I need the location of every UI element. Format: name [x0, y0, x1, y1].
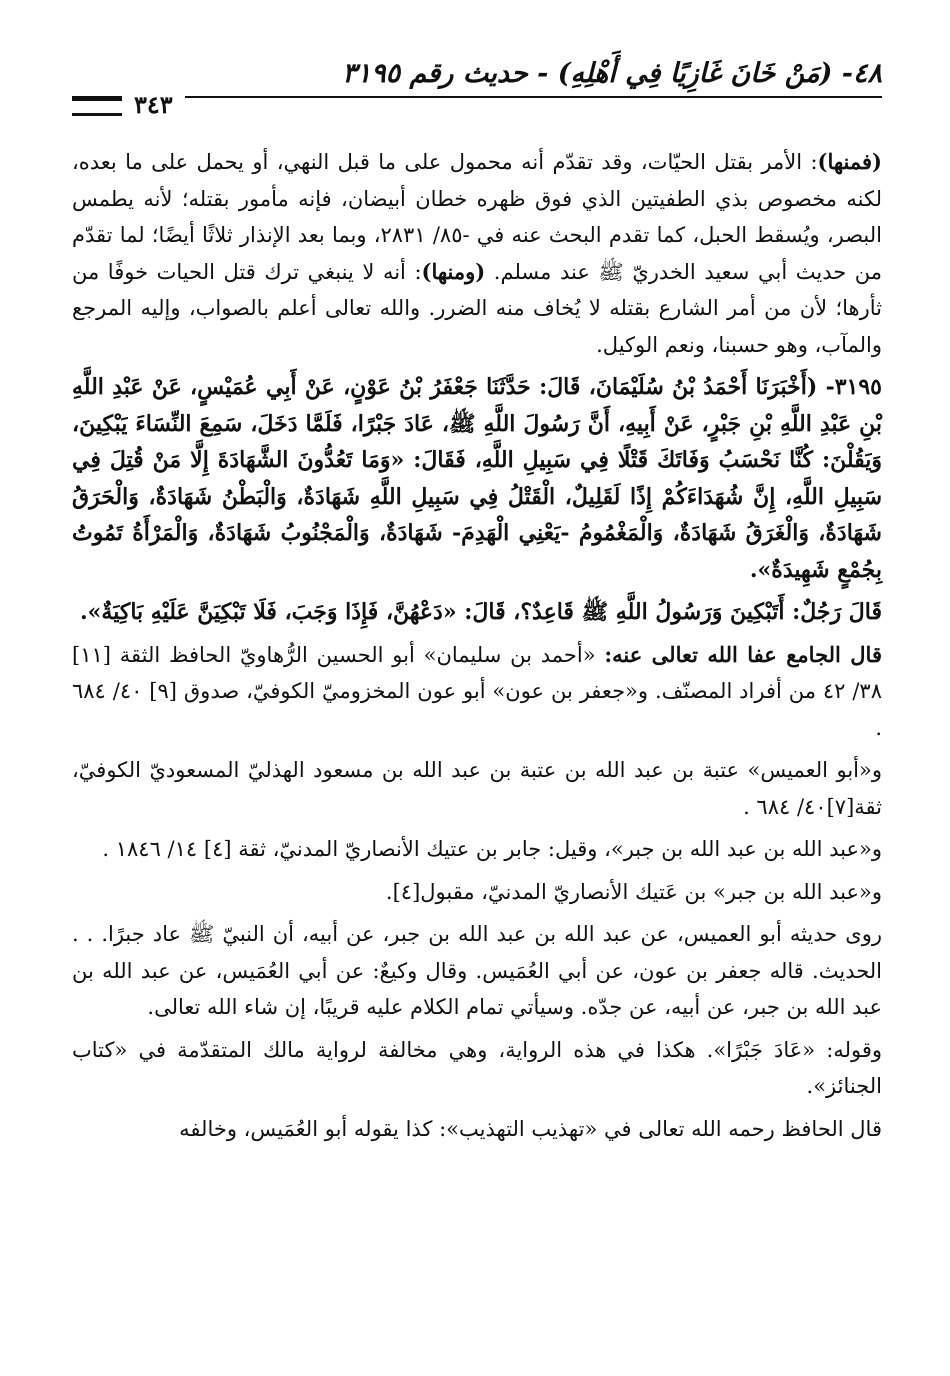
hadith-continuation: قَالَ رَجُلٌ: أَتَبْكِينَ وَرَسُولُ اللَّهِ ﷺ قَاعِدٌ؟، قَالَ: «دَعْهُنَّ، فَإِذَا وَجَبَ، فَلَا تَبْكِيَنَّ عَلَيْهِ بَاكِيَةٌ».	[80, 599, 882, 625]
heading-lead: قال الجامع عفا الله تعالى عنه:	[604, 641, 882, 667]
commentary-paragraph: روى حديثه أبو العميس، عن عبد الله بن عبد الله بن جبر، عن أبيه، أن النبيّ ﷺ عاد جبرًا. . . الحديث. قاله جعفر بن عون، عن أبي العُمَيس. وقال وكيعٌ: عن أبي العُمَيس، عن عبد الله بن عبد الله بن جبر، عن أبيه، عن جدّه. وسيأتي تمام الكلام عليه قريبًا، إن شاء الله تعالى.	[72, 922, 882, 1019]
narrator-abu-al-umays: و«أبو العميس» عتبة بن عبد الله بن عتبة بن عبد الله بن مسعود الهذليّ المسعوديّ الكوفيّ، ثقة[٧]٤٠/ ٦٨٤ .	[72, 758, 882, 819]
page-body	[72, 144, 882, 1147]
narrator-abdullah-bin-abdullah: و«عبد الله بن عبد الله بن جبر»، وقيل: جابر بن عتيك الأنصاريّ المدنيّ، ثقة [٤] ١٤/ ١٨٤٦ .	[102, 837, 882, 861]
heading-lead: (فمنها)	[817, 149, 882, 174]
hadith-text: ٣١٩٥- (أَخْبَرَنَا أَحْمَدُ بْنُ سُلَيْمَانَ، قَالَ: حَدَّثَنَا جَعْفَرُ بْنُ عَوْنٍ، عَنْ أَبِي عُمَيْسٍ، عَنْ عَبْدِ اللَّهِ بْنِ عَبْدِ اللَّهِ بْنِ جَبْرٍ، عَنْ أَبِيهِ، أَنَّ رَسُولَ اللَّهِ ﷺ، عَادَ جَبْرًا، فَلَمَّا دَخَلَ، سَمِعَ النِّسَاءَ يَبْكِينَ، وَيَقُلْنَ: كُنَّا نَحْسَبُ وَفَاتَكَ قَتْلًا فِي سَبِيلِ اللَّهِ، فَقَالَ: «وَمَا تَعُدُّونَ الشَّهَادَةَ إِلَّا مَنْ قُتِلَ فِي سَبِيلِ اللَّهِ، إِنَّ شُهَدَاءَكُمْ إِذًا لَقَلِيلٌ، الْقَتْلُ فِي سَبِيلِ اللَّهِ شَهَادَةٌ، وَالْبَطْنُ شَهَادَةٌ، وَالْحَرَقُ شَهَادَةٌ، وَالْغَرَقُ شَهَادَةٌ، وَالْمَغْمُومُ -يَعْنِي الْهَدِمَ- شَهَادَةٌ، وَالْمَجْنُوبُ شَهَادَةٌ، وَالْمَرْأَةُ تَمُوتُ بِجُمْعٍ شَهِيدَةٌ».	[72, 374, 882, 583]
narrator-abdullah-bin-jabr: و«عبد الله بن جبر» بن عَتيك الأنصاريّ المدنيّ، مقبول[٤].	[385, 879, 882, 904]
heading-lead: (ومنها)	[421, 258, 486, 284]
page-number: ٣٤٣	[122, 90, 185, 119]
paragraph-text: : أنه لا ينبغي ترك قتل الحيات خوفًا من ثأرها؛ لأن من أمر الشارع بقتله لا يُخاف منه الضرر. والله تعالى أعلم بالصواب، وإليه المرجع والمآب، وهو حسبنا، ونعم الوكيل.	[72, 259, 882, 357]
header-rule	[72, 96, 882, 98]
paragraph-text: : الأمر بقتل الحيّات، وقد تقدّم أنه محمول على ما قبل النهي، أو يحمل على ما بعده، لكنه مخصوص بذي الطفيتين الذي فوق ظهره خطان أبيضان، فإنه مأمور بقتله؛ لأنه يطمس البصر، ويُسقط الحبل، كما تقدم البحث عنه في -٨٥/ ٢٨٣١، وبما بعد الإنذار ثلاثًا أيضًا؛ لما تقدّم من حديث أبي سعيد الخدريّ ﷺ عند مسلم.	[72, 150, 882, 284]
book-page	[72, 52, 882, 1352]
commentary-paragraph: وقوله: «عَادَ جَبْرًا». هكذا في هذه الرواية، وهي مخالفة لرواية مالك المتقدّمة في «كتاب الجنائز».	[72, 1037, 882, 1098]
running-title: ٤٨- (مَنْ خَانَ غَازِيًا فِي أَهْلِهِ) - حديث رقم ٣١٩٥	[342, 58, 882, 89]
paragraph-text: «أحمد بن سليمان» أبو الحسين الرُّهاويّ الحافظ الثقة [١١] ٣٨/ ٤٢ من أفراد المصنّف. و«جعفر بن عون» أبو عون المخزوميّ الكوفيّ، صدوق [٩] ٤٠/ ٦٨٤ .	[72, 642, 882, 740]
commentary-paragraph-last: قال الحافظ رحمه الله تعالى في «تهذيب التهذيب»: كذا يقوله أبو العُمَيس، وخالفه	[179, 1116, 882, 1141]
narrators-paragraph	[72, 637, 882, 747]
commentary-paragraph-1	[72, 144, 882, 363]
page-header	[72, 52, 882, 119]
